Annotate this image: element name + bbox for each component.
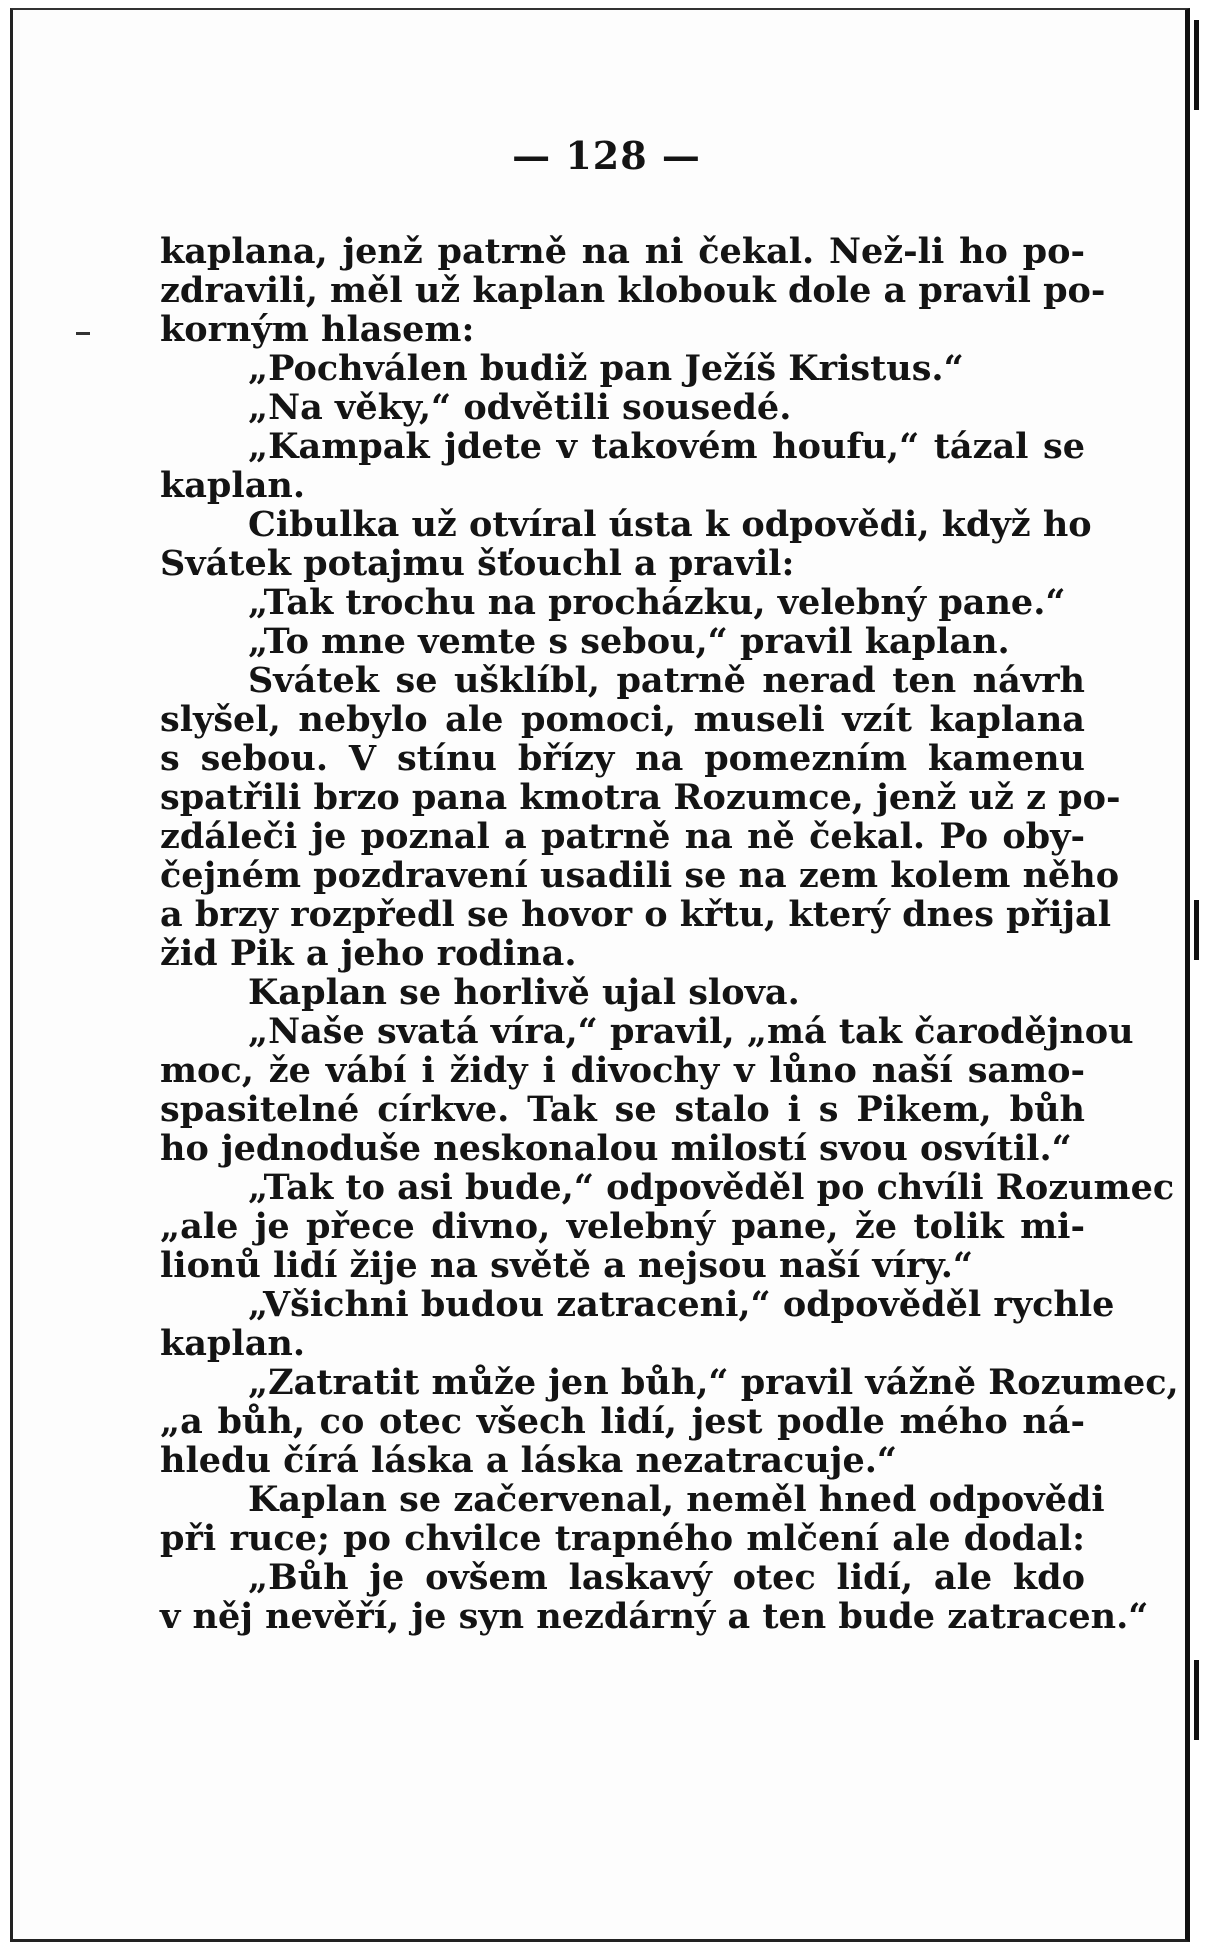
text-line: Svátek se ušklíbl, patrně nerad ten návrh	[248, 660, 1085, 701]
text-line: Svátek potajmu šťouchl a pravil:	[160, 543, 795, 584]
text-line: „Bůh je ovšem laskavý otec lidí, ale kdo	[248, 1557, 1085, 1598]
text-line: a brzy rozpředl se hovor o křtu, který dnes přijal	[160, 894, 1111, 935]
text-line: při ruce; po chvilce trapného mlčení ale dodal:	[160, 1518, 1085, 1559]
text-line: s sebou. V stínu břízy na pomezním kamenu	[160, 738, 1085, 779]
text-line: lionů lidí žije na světě a nejsou naší víry.“	[160, 1245, 974, 1286]
text-line: „a bůh, co otec všech lidí, jest podle mého ná-	[160, 1401, 1085, 1442]
text-line: „Zatratit může jen bůh,“ pravil vážně Rozumec,	[248, 1362, 1179, 1403]
text-line: kaplan.	[160, 465, 306, 506]
text-line: čejném pozdravení usadili se na zem kolem něho	[160, 855, 1120, 896]
text-line: „Na věky,“ odvětili sousedé.	[248, 387, 792, 428]
edge-mark-top	[1194, 20, 1199, 110]
text-line: ho jednoduše neskonalou milostí svou osvítil.“	[160, 1128, 1072, 1169]
page-number: — 128 —	[512, 133, 701, 178]
text-line: „Kampak jdete v takovém houfu,“ tázal se	[248, 426, 1085, 467]
text-line: zdáleči je poznal a patrně na ně čekal. Po oby-	[160, 816, 1085, 857]
text-line: žid Pik a jeho rodina.	[160, 933, 577, 974]
text-line: „ale je přece divno, velebný pane, že tolik mi-	[160, 1206, 1085, 1247]
text-line: spatřili brzo pana kmotra Rozumce, jenž už z po-	[160, 777, 1121, 818]
text-line: „Všichni budou zatraceni,“ odpověděl rychle	[248, 1284, 1115, 1325]
margin-mark	[76, 332, 90, 335]
text-line: „To mne vemte s sebou,“ pravil kaplan.	[248, 621, 1010, 662]
edge-mark-low	[1194, 1660, 1199, 1740]
text-line: „Tak to asi bude,“ odpověděl po chvíli Rozumec	[248, 1167, 1175, 1208]
text-line: korným hlasem:	[160, 309, 475, 350]
text-line: „Naše svatá víra,“ pravil, „má tak čarodějnou	[248, 1011, 1134, 1052]
text-line: „Tak trochu na procházku, velebný pane.“	[248, 582, 1066, 623]
text-line: Kaplan se horlivě ujal slova.	[248, 972, 800, 1013]
text-line: Kaplan se začervenal, neměl hned odpovědi	[248, 1479, 1105, 1520]
text-line: kaplana, jenž patrně na ni čekal. Než-li ho po-	[160, 231, 1085, 272]
text-line: Cibulka už otvíral ústa k odpovědi, když ho	[248, 504, 1092, 545]
text-line: spasitelné církve. Tak se stalo i s Pikem, bůh	[160, 1089, 1085, 1130]
text-line: „Pochválen budiž pan Ježíš Kristus.“	[248, 348, 964, 389]
edge-mark-mid	[1194, 900, 1199, 960]
text-line: moc, že vábí i židy i divochy v lůno naší samo-	[160, 1050, 1085, 1091]
body-text	[160, 231, 1179, 1637]
text-line: v něj nevěří, je syn nezdárný a ten bude zatracen.“	[160, 1596, 1149, 1637]
text-line: kaplan.	[160, 1323, 306, 1364]
text-line: zdravili, měl už kaplan klobouk dole a pravil po-	[160, 270, 1106, 311]
text-line: slyšel, nebylo ale pomoci, museli vzít kaplana	[160, 699, 1085, 740]
text-line: hledu čírá láska a láska nezatracuje.“	[160, 1440, 898, 1481]
